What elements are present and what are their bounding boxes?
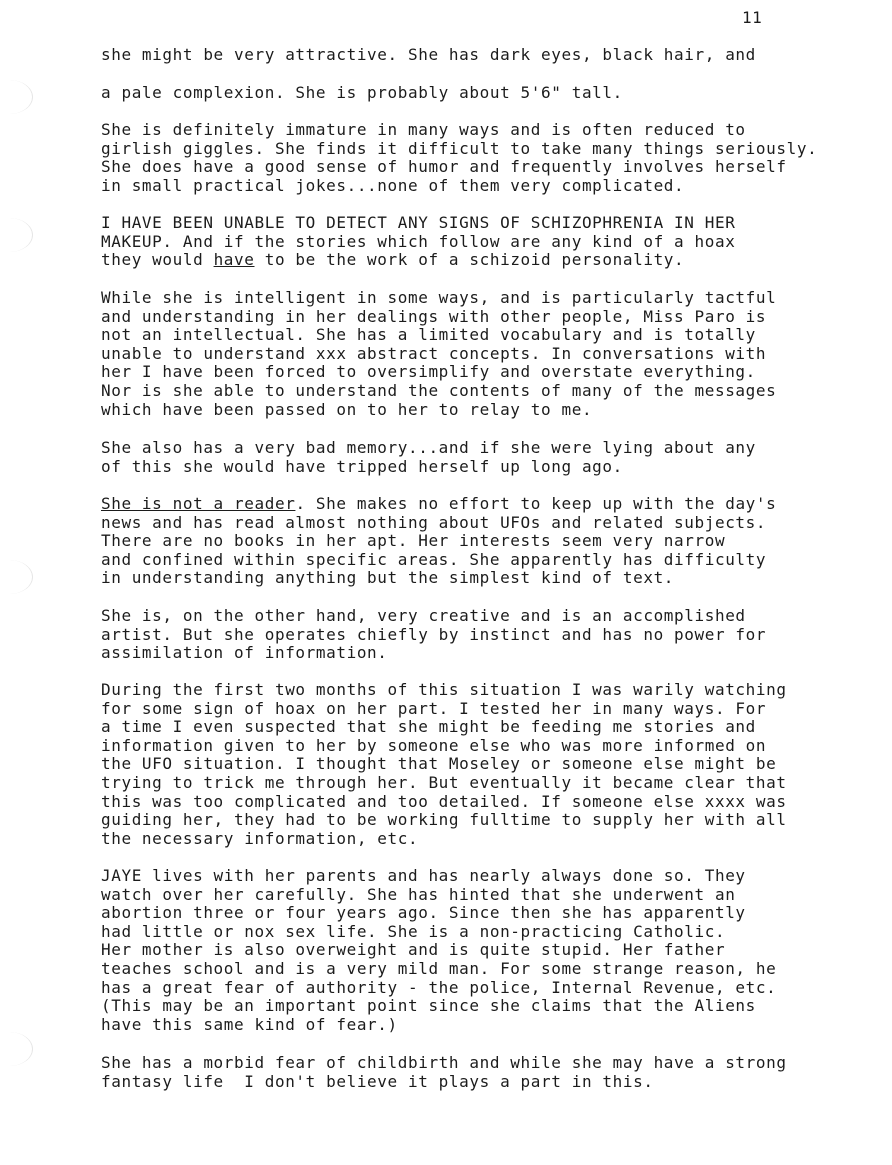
text-line: news and has read almost nothing about UFOs and related subjects. <box>101 512 767 532</box>
text-line: Her mother is also overweight and is quite stupid. Her father <box>101 940 726 960</box>
text-line: unable to understand xxx abstract concepts. In conversations with <box>101 343 767 363</box>
paragraph <box>101 495 891 588</box>
text-line: she might be very attractive. She has dark eyes, black hair, and <box>101 45 756 64</box>
punch-hole <box>0 560 33 594</box>
underlined-text: have <box>213 250 255 270</box>
text-line: which have been passed on to her to relay to me. <box>101 399 593 419</box>
text-line: a time I even suspected that she might be feeding me stories and <box>101 717 756 737</box>
text-line: in small practical jokes...none of them very complicated. <box>101 175 685 195</box>
text-line: artist. But she operates chiefly by instinct and has no power for <box>101 624 767 644</box>
text-line: the necessary information, etc. <box>101 828 419 848</box>
text-line: in understanding anything but the simplest kind of text. <box>101 568 675 588</box>
punch-hole <box>0 80 33 114</box>
text-line: She also has a very bad memory...and if she were lying about any <box>101 438 756 457</box>
text-line: and confined within specific areas. She apparently has difficulty <box>101 549 767 569</box>
text-line: her I have been forced to oversimplify and overstate everything. <box>101 362 756 382</box>
text-line: assimilation of information. <box>101 643 388 663</box>
text-line: guiding her, they had to be working fulltime to supply her with all <box>101 810 787 830</box>
page-number: 11 <box>742 8 763 27</box>
text-line: While she is intelligent in some ways, and is particularly tactful <box>101 288 777 307</box>
paragraph <box>101 867 891 1034</box>
text-line: She is not a reader. She makes no effort to keep up with the day's <box>101 494 777 513</box>
text-line: and understanding in her dealings with other people, Miss Paro is <box>101 306 767 326</box>
text-line: She is definitely immature in many ways and is often reduced to <box>101 120 746 139</box>
text-line: of this she would have tripped herself up long ago. <box>101 456 623 476</box>
text-line: the UFO situation. I thought that Moseley or someone else might be <box>101 754 777 774</box>
paragraph <box>101 289 891 419</box>
text-line: She does have a good sense of humor and frequently involves herself <box>101 157 787 177</box>
text-line: they would have to be the work of a schizoid personality. <box>101 250 685 270</box>
text-line: (This may be an important point since she claims that the Aliens <box>101 996 756 1016</box>
text-line: trying to trick me through her. But eventually it became clear that <box>101 772 787 792</box>
punch-hole <box>0 1032 33 1066</box>
paragraph <box>101 439 891 476</box>
text-line: JAYE lives with her parents and has nearly always done so. They <box>101 866 746 885</box>
text-line: this was too complicated and too detailed. If someone else xxxx was <box>101 791 787 811</box>
text-line: have this same kind of fear.) <box>101 1014 398 1034</box>
text-line: girlish giggles. She finds it difficult to take many things seriously. <box>101 138 818 158</box>
text-line: She is, on the other hand, very creative and is an accomplished <box>101 606 746 625</box>
text-line: has a great fear of authority - the police, Internal Revenue, etc. <box>101 977 777 997</box>
text-line: abortion three or four years ago. Since then she has apparently <box>101 903 746 923</box>
text-line: teaches school and is a very mild man. For some strange reason, he <box>101 958 777 978</box>
text-line: information given to her by someone else who was more informed on <box>101 735 767 755</box>
text-line: Nor is she able to understand the contents of many of the messages <box>101 380 777 400</box>
text-line: MAKEUP. And if the stories which follow are any kind of a hoax <box>101 231 736 251</box>
text-line: a pale complexion. She is probably about 5'6" tall. <box>101 83 623 102</box>
paragraph <box>101 46 891 65</box>
underlined-text: She is not a reader <box>101 494 296 513</box>
paragraph <box>101 121 891 195</box>
text-line: watch over her carefully. She has hinted that she underwent an <box>101 884 736 904</box>
text-line: There are no books in her apt. Her interests seem very narrow <box>101 531 726 551</box>
paragraph <box>101 1054 891 1091</box>
paragraph <box>101 84 891 103</box>
punch-hole <box>0 218 33 252</box>
text-line: I HAVE BEEN UNABLE TO DETECT ANY SIGNS OF SCHIZOPHRENIA IN HER <box>101 213 736 232</box>
text-line: not an intellectual. She has a limited vocabulary and is totally <box>101 325 756 345</box>
punch-hole-shadows <box>0 0 40 1165</box>
text-line: fantasy life I don't believe it plays a part in this. <box>101 1071 654 1091</box>
text-line: During the first two months of this situation I was warily watching <box>101 680 787 699</box>
paragraph <box>101 214 891 270</box>
text-line: had little or nox sex life. She is a non-practicing Catholic. <box>101 921 726 941</box>
paragraph <box>101 607 891 663</box>
text-line: She has a morbid fear of childbirth and while she may have a strong <box>101 1053 787 1072</box>
paragraph <box>101 681 891 848</box>
text-line: for some sign of hoax on her part. I tested her in many ways. For <box>101 698 767 718</box>
